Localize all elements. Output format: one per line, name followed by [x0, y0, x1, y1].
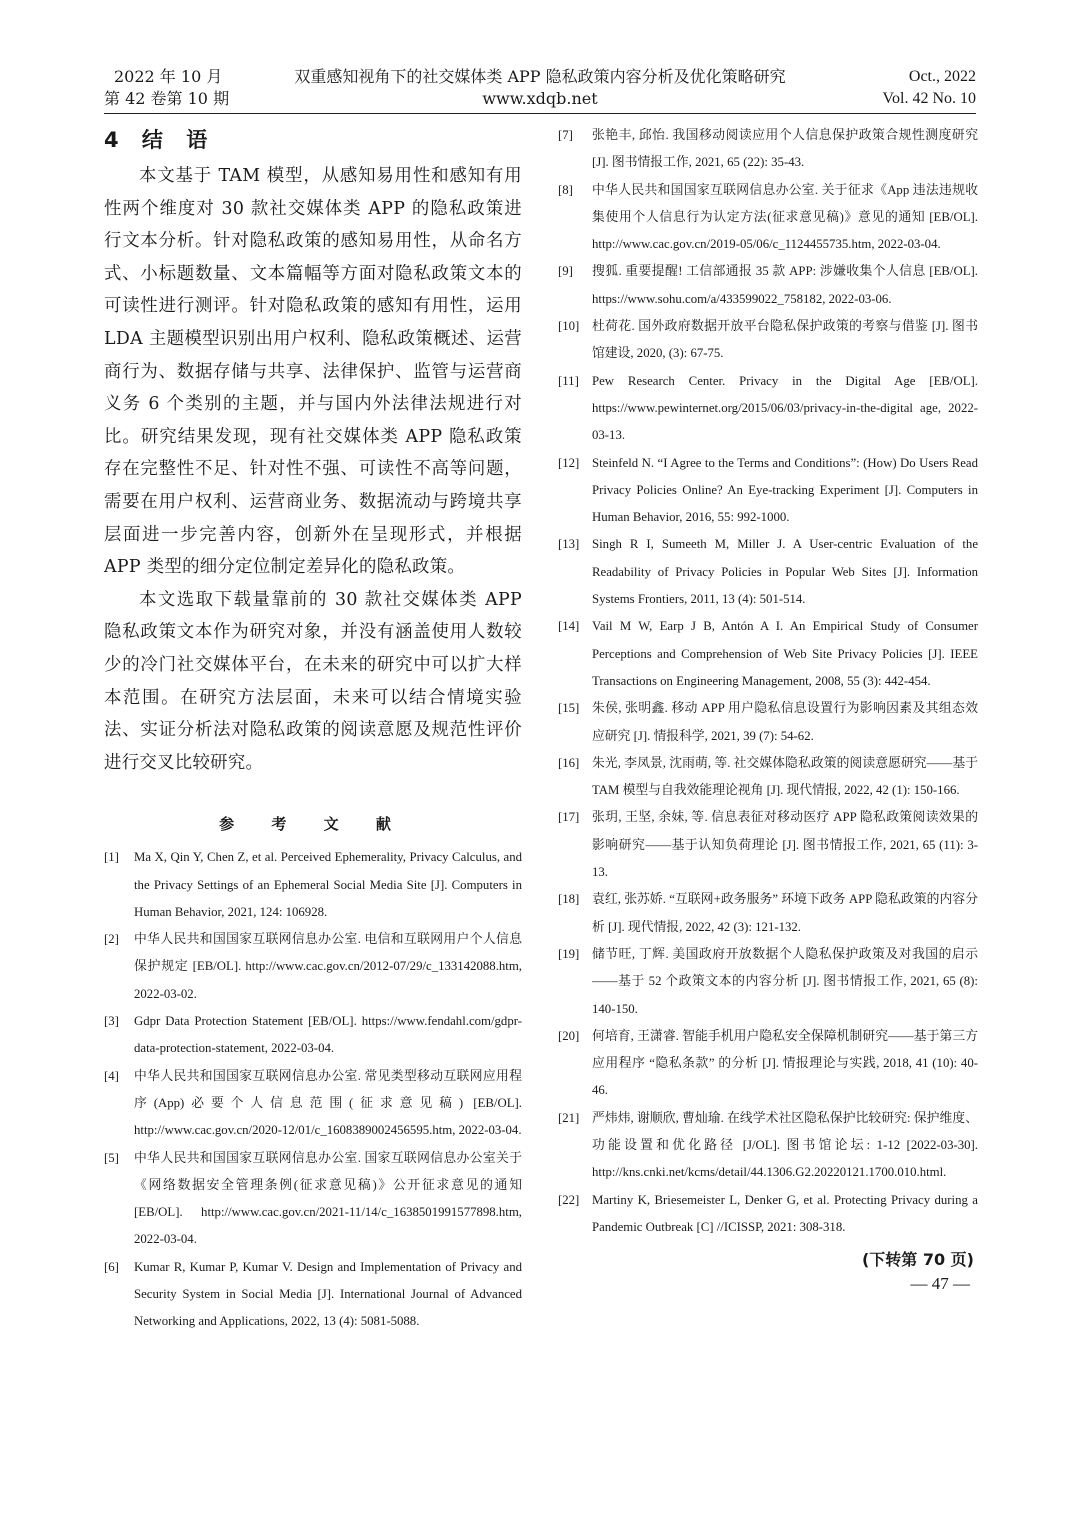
reference-number: [2] — [104, 932, 119, 947]
section-title: 4 结 语 — [104, 128, 216, 152]
reference-item — [558, 886, 978, 941]
reference-item — [558, 1187, 978, 1242]
reference-text: 中华人民共和国国家互联网信息办公室. 关于征求《App 违法违规收集使用个人信息行为认定方法(征求意见稿)》意见的通知 [EB/OL]. http://www.cac.gov.cn/2019-05/06/c_1124455735.htm, 2022-03-04. — [592, 182, 978, 252]
reference-number: [7] — [558, 128, 573, 142]
reference-text: Pew Research Center. Privacy in the Digital Age [EB/OL]. https://www.pewinternet.org/2015/06/03/privacy-in-the-digital age, 2022-03-13. — [592, 373, 978, 443]
reference-text: 朱侯, 张明鑫. 移动 APP 用户隐私信息设置行为影响因素及其组态效应研究 [J]. 情报科学, 2021, 39 (7): 54-62. — [592, 701, 978, 743]
reference-item — [104, 1063, 522, 1145]
reference-text: Steinfeld N. “I Agree to the Terms and Conditions”: (How) Do Users Read Privacy Policies Online? An Eye-tracking Experiment [J]. Computers in Human Behavior, 2016, 55: 992-1000. — [592, 455, 978, 525]
reference-text: 中华人民共和国国家互联网信息办公室. 常见类型移动互联网应用程序(App)必要个人信息范围(征求意见稿) [EB/OL]. http://www.cac.gov.cn/2020-12/01/c_1608389002456595.htm, 2022-03-04. — [134, 1068, 522, 1138]
header-center — [104, 66, 976, 110]
reference-number: [6] — [104, 1259, 119, 1274]
reference-text: 朱光, 李凤景, 沈雨萌, 等. 社交媒体隐私政策的阅读意愿研究——基于 TAM 模型与自我效能理论视角 [J]. 现代情报, 2022, 42 (1): 150-166. — [592, 755, 978, 798]
reference-item — [558, 531, 978, 613]
header-volume-cn: 第 42 卷第 10 期 — [104, 89, 230, 108]
reference-number: [12] — [558, 455, 580, 470]
reference-number: [13] — [558, 537, 580, 552]
reference-text: 杜荷花. 国外政府数据开放平台隐私保护政策的考察与借鉴 [J]. 图书馆建设, 2020, (3): 67-75. — [592, 319, 978, 361]
reference-text: 中华人民共和国国家互联网信息办公室. 电信和互联网用户个人信息保护规定 [EB/OL]. http://www.cac.gov.cn/2012-07/29/c_133142088.htm, 2022-03-02. — [134, 932, 522, 1001]
reference-text: 张艳丰, 邱怡. 我国移动阅读应用个人信息保护政策合规性测度研究 [J]. 图书情报工作, 2021, 65 (22): 35-43. — [592, 128, 978, 170]
reference-item — [558, 450, 978, 532]
reference-number: [8] — [558, 182, 573, 197]
reference-number: [4] — [104, 1068, 119, 1083]
reference-text: 何培育, 王潇睿. 智能手机用户隐私安全保障机制研究——基于第三方应用程序 “隐私条款” 的分析 [J]. 情报理论与实践, 2018, 41 (10): 40-46. — [592, 1028, 978, 1098]
reference-number: [3] — [104, 1014, 119, 1029]
reference-text: Martiny K, Briesemeister L, Denker G, et al. Protecting Privacy during a Pandemic Outbreak [C] //ICISSP, 2021: 308-318. — [592, 1192, 978, 1234]
reference-item — [558, 177, 978, 259]
reference-item — [104, 926, 522, 1008]
reference-text: Vail M W, Earp J B, Antón A I. An Empirical Study of Consumer Perceptions and Comprehension of Web Site Privacy Policies [J]. IEEE Transactions on Engineering Management, 2008, 55 (3): 442-454. — [592, 619, 978, 688]
reference-item — [558, 368, 978, 450]
reference-number: [15] — [558, 701, 580, 716]
reference-text: 张玥, 王坚, 余妹, 等. 信息表征对移动医疗 APP 隐私政策阅读效果的影响研究——基于认知负荷理论 [J]. 图书情报工作, 2021, 65 (11): 3-13. — [592, 810, 978, 880]
header-website: www.xdqb.net — [482, 89, 598, 108]
reference-number: [20] — [558, 1028, 580, 1043]
reference-number: [16] — [558, 755, 580, 770]
continued-note: (下转第 70 页) — [861, 1250, 974, 1270]
header-rule — [104, 113, 976, 114]
left-column — [104, 120, 522, 1336]
reference-item — [104, 1008, 522, 1063]
limitations-paragraph: 本文选取下载量靠前的 30 款社交媒体类 APP 隐私政策文本作为研究对象，并没有涵盖使用人数较少的冷门社交媒体平台，在未来的研究中可以扩大样本范围。在研究方法层面，未来可以结合情境实验法、实证分析法对隐私政策的阅读意愿及规范性评价进行交叉比较研究。 — [104, 589, 522, 773]
reference-text: 搜狐. 重要提醒! 工信部通报 35 款 APP: 涉嫌收集个人信息 [EB/OL]. https://www.sohu.com/a/433599022_758182, 2022-03-06. — [592, 264, 978, 306]
reference-item — [558, 1023, 978, 1105]
reference-item — [558, 122, 978, 177]
references-list-left — [104, 844, 522, 1335]
reference-text: Kumar R, Kumar P, Kumar V. Design and Implementation of Privacy and Security System in Social Media [J]. International Journal of Advanced Networking and Applications, 2022, 13 (4): 5081-5088. — [134, 1259, 522, 1329]
reference-item — [104, 844, 522, 926]
reference-text: 严炜炜, 谢顺欣, 曹灿瑜. 在线学术社区隐私保护比较研究: 保护维度、功能设置和优化路径 [J/OL]. 图书馆论坛: 1-12 [2022-03-30]. http://kns.cnki.net/kcms/detail/44.1306.G2.20220121.1700.010.html. — [592, 1110, 978, 1180]
reference-item — [558, 695, 978, 750]
references-heading: 参 考 文 献 — [219, 815, 407, 834]
header-date-en: Oct., 2022 — [908, 68, 976, 85]
reference-text: Ma X, Qin Y, Chen Z, et al. Perceived Ephemerality, Privacy Calculus, and the Privacy Settings of an Ephemeral Social Media Site [J]. Computers in Human Behavior, 2021, 124: 106928. — [134, 850, 522, 919]
reference-number: [19] — [558, 946, 580, 961]
reference-number: [11] — [558, 373, 579, 388]
header-volume-en: Vol. 42 No. 10 — [882, 90, 976, 107]
reference-text: 中华人民共和国国家互联网信息办公室. 国家互联网信息办公室关于《网络数据安全管理条例(征求意见稿)》公开征求意见的通知 [EB/OL]. http://www.cac.gov.cn/2021-11/14/c_1638501991577898.htm, 2022-03-04. — [134, 1150, 522, 1247]
reference-number: [22] — [558, 1192, 580, 1207]
reference-item — [104, 1254, 522, 1336]
reference-number: [18] — [558, 892, 580, 907]
reference-number: [1] — [104, 850, 119, 865]
header-right — [883, 66, 977, 110]
reference-item — [558, 941, 978, 1023]
reference-item — [558, 1105, 978, 1187]
reference-text: Singh R I, Sumeeth M, Miller J. A User-centric Evaluation of the Readability of Privacy Policies in Popular Web Sites [J]. Information Systems Frontiers, 2011, 13 (4): 501-514. — [592, 537, 978, 607]
reference-text: 袁红, 张苏娇. “互联网+政务服务” 环境下政务 APP 隐私政策的内容分析 [J]. 现代情报, 2022, 42 (3): 121-132. — [592, 892, 978, 934]
reference-number: [17] — [558, 810, 580, 825]
reference-number: [5] — [104, 1150, 119, 1165]
page-number: — 47 — — [910, 1274, 970, 1294]
reference-number: [14] — [558, 619, 580, 634]
reference-text: 储节旺, 丁辉. 美国政府开放数据个人隐私保护政策及对我国的启示——基于 52 个政策文本的内容分析 [J]. 图书情报工作, 2021, 65 (8): 140-150. — [592, 946, 978, 1016]
references-list-right — [558, 122, 978, 1241]
reference-item — [104, 1145, 522, 1254]
reference-item — [558, 258, 978, 313]
reference-number: [10] — [558, 319, 580, 334]
reference-number: [21] — [558, 1110, 580, 1125]
reference-item — [558, 750, 978, 805]
reference-text: Gdpr Data Protection Statement [EB/OL]. https://www.fendahl.com/gdpr-data-protection-statement, 2022-03-04. — [134, 1014, 522, 1056]
reference-item — [558, 804, 978, 886]
reference-item — [558, 613, 978, 695]
reference-item — [558, 313, 978, 368]
reference-number: [9] — [558, 264, 573, 279]
right-column — [558, 122, 978, 1294]
header-article-title: 双重感知视角下的社交媒体类 APP 隐私政策内容分析及优化策略研究 — [294, 67, 786, 86]
running-header — [104, 66, 976, 114]
conclusion-paragraph: 本文基于 TAM 模型，从感知易用性和感知有用性两个维度对 30 款社交媒体类 APP 的隐私政策进行文本分析。针对隐私政策的感知易用性，从命名方式、小标题数量、文本篇幅等方面对隐私政策文本的可读性进行测评。针对隐私政策的感知有用性，运用 LDA 主题模型识别出用户权利、隐私政策概述、运营商行为、数据存储与共享、法律保护、监管与运营商义务 6 个类别的主题，并与国内外法律法规进行对比。研究结果发现，现有社交媒体类 APP 隐私政策存在完整性不足、针对性不强、可读性不高等问题，需要在用户权利、运营商业务、数据流动与跨境共享层面进一步完善内容，创新外在呈现形式，并根据 APP 类型的细分定位制定差异化的隐私政策。 — [104, 166, 522, 578]
header-date-cn: 2022 年 10 月 — [114, 67, 223, 86]
